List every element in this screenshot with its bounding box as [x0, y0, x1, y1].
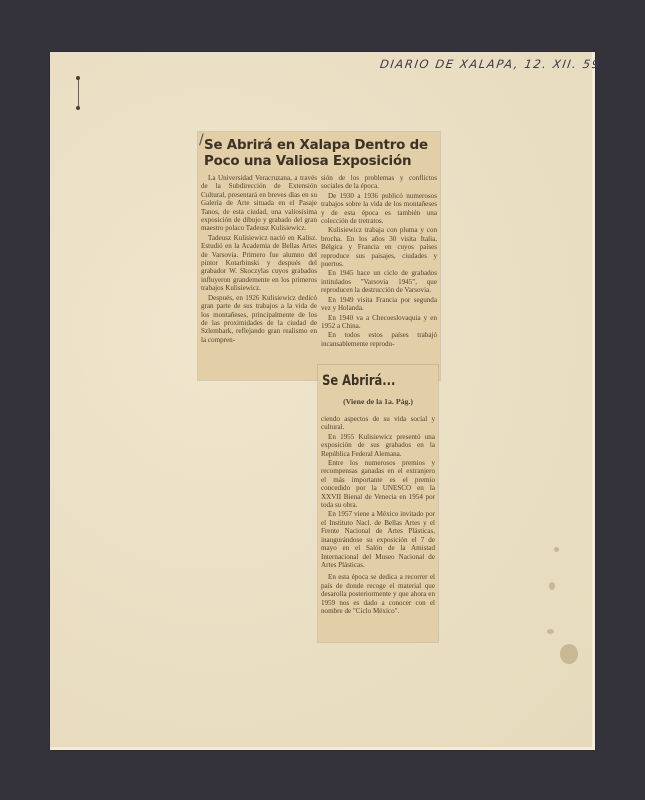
paragraph: En esta época se dedica a recorrer el país de donde recoge el material que desarolla posteriormente y que ahora en 1959 nos es dado a conocer con el nombre de "Ciclo México".: [321, 573, 435, 615]
paragraph: sión de los problemas y conflictos sociales de la época.: [321, 174, 437, 191]
continuation-headline: Se Abrirá...: [322, 373, 396, 389]
stain: [554, 547, 559, 552]
cut-mark: /: [199, 132, 204, 148]
article-column-left: [201, 174, 317, 349]
handwritten-source-label: DIARIO DE XALAPA, 12. XII. 59.: [379, 57, 607, 71]
continuation-column: [318, 415, 438, 615]
paragraph: La Universidad Veracruzana, a través de la Subdirección de Extensión Cultural, presentará en breves días en su Galería de Arte situada en el Pasaje Tanos, de esta ciudad, una valiosísima exposición de dibujo y grabado del gran maestro polaco Tadeusz Kulisiewicz.: [201, 174, 317, 233]
paragraph: ciendo aspectos de su vida social y cultural.: [321, 415, 435, 432]
paper-edge: [50, 747, 595, 750]
stain: [547, 629, 554, 634]
newspaper-clipping-main: [198, 132, 440, 380]
article-headline: Se Abrirá en Xalapa Dentro de Poco una Valiosa Exposición: [204, 138, 428, 169]
paragraph: En 1955 Kulisiewicz presentó una exposición de sus grabados en la República Federal Alemana.: [321, 432, 435, 458]
staple-mark: [78, 78, 81, 108]
paragraph: En todos estos países trabajó incansablemente reprodu-: [321, 331, 437, 348]
newspaper-clipping-continuation: [318, 365, 438, 642]
paragraph: En 1957 viene a México invitado por el Instituto Nacl. de Bellas Artes y el Frente Nacional de Artes Plásticas, inaugurándose su exposición el 7 de mayo en el Salón de la Amistad Internacional del Museo Nacional de Artes Plásticas.: [321, 510, 435, 569]
paragraph: En 1945 hace un ciclo de grabados intitulados "Varsovia 1945", que reproducen la destrucción de Varsovia.: [321, 269, 437, 295]
paragraph: En 1940 va a Checoeslovaquia y en 1952 a China.: [321, 313, 437, 330]
article-column-right: [321, 174, 437, 349]
paragraph: Kulisiewicz trabaja con pluma y con brocha. En los años 30 visita Italia, Bélgica y Francia en cuyos países reproduce sus paisajes, ciudades y puertos.: [321, 226, 437, 269]
paragraph: Tadeusz Kulisiewicz nació en Kalisz. Estudió en la Academia de Bellas Artes de Varsovia. Primero fue alumno del pintor Kotarbinski y después del grabador W. Skoczylas cuyos grabados influyeron grandemente en los primeros trabajos Kulisiewicz.: [201, 233, 317, 293]
continuation-subtitle: (Viene de la 1a. Pág.): [343, 397, 413, 406]
paragraph: Entre los numerosos premios y recompensas ganadas en el extranjero el más importante es el premio concedido por la UNESCO en la XXVII Bienal de Venecia en 1954 por toda su obra.: [321, 459, 435, 510]
stain: [549, 582, 555, 590]
archive-sheet: [50, 52, 607, 750]
paragraph: De 1930 a 1936 publicó numerosos trabajos sobre la vida de los montañeses y de esta época es también una colección de tretratos.: [321, 191, 437, 226]
paragraph: En 1949 visita Francia por segunda vez y Holanda.: [321, 295, 437, 313]
paragraph: Después, en 1926 Kulisiewicz dedicó gran parte de sus trabajos a la vida de los montañeses, principalmente de los de las proximidades de la ciudad de Szlembark, reflejando gran realismo en la compren-: [201, 293, 317, 344]
stain: [560, 644, 578, 664]
paper-edge: [592, 52, 595, 750]
